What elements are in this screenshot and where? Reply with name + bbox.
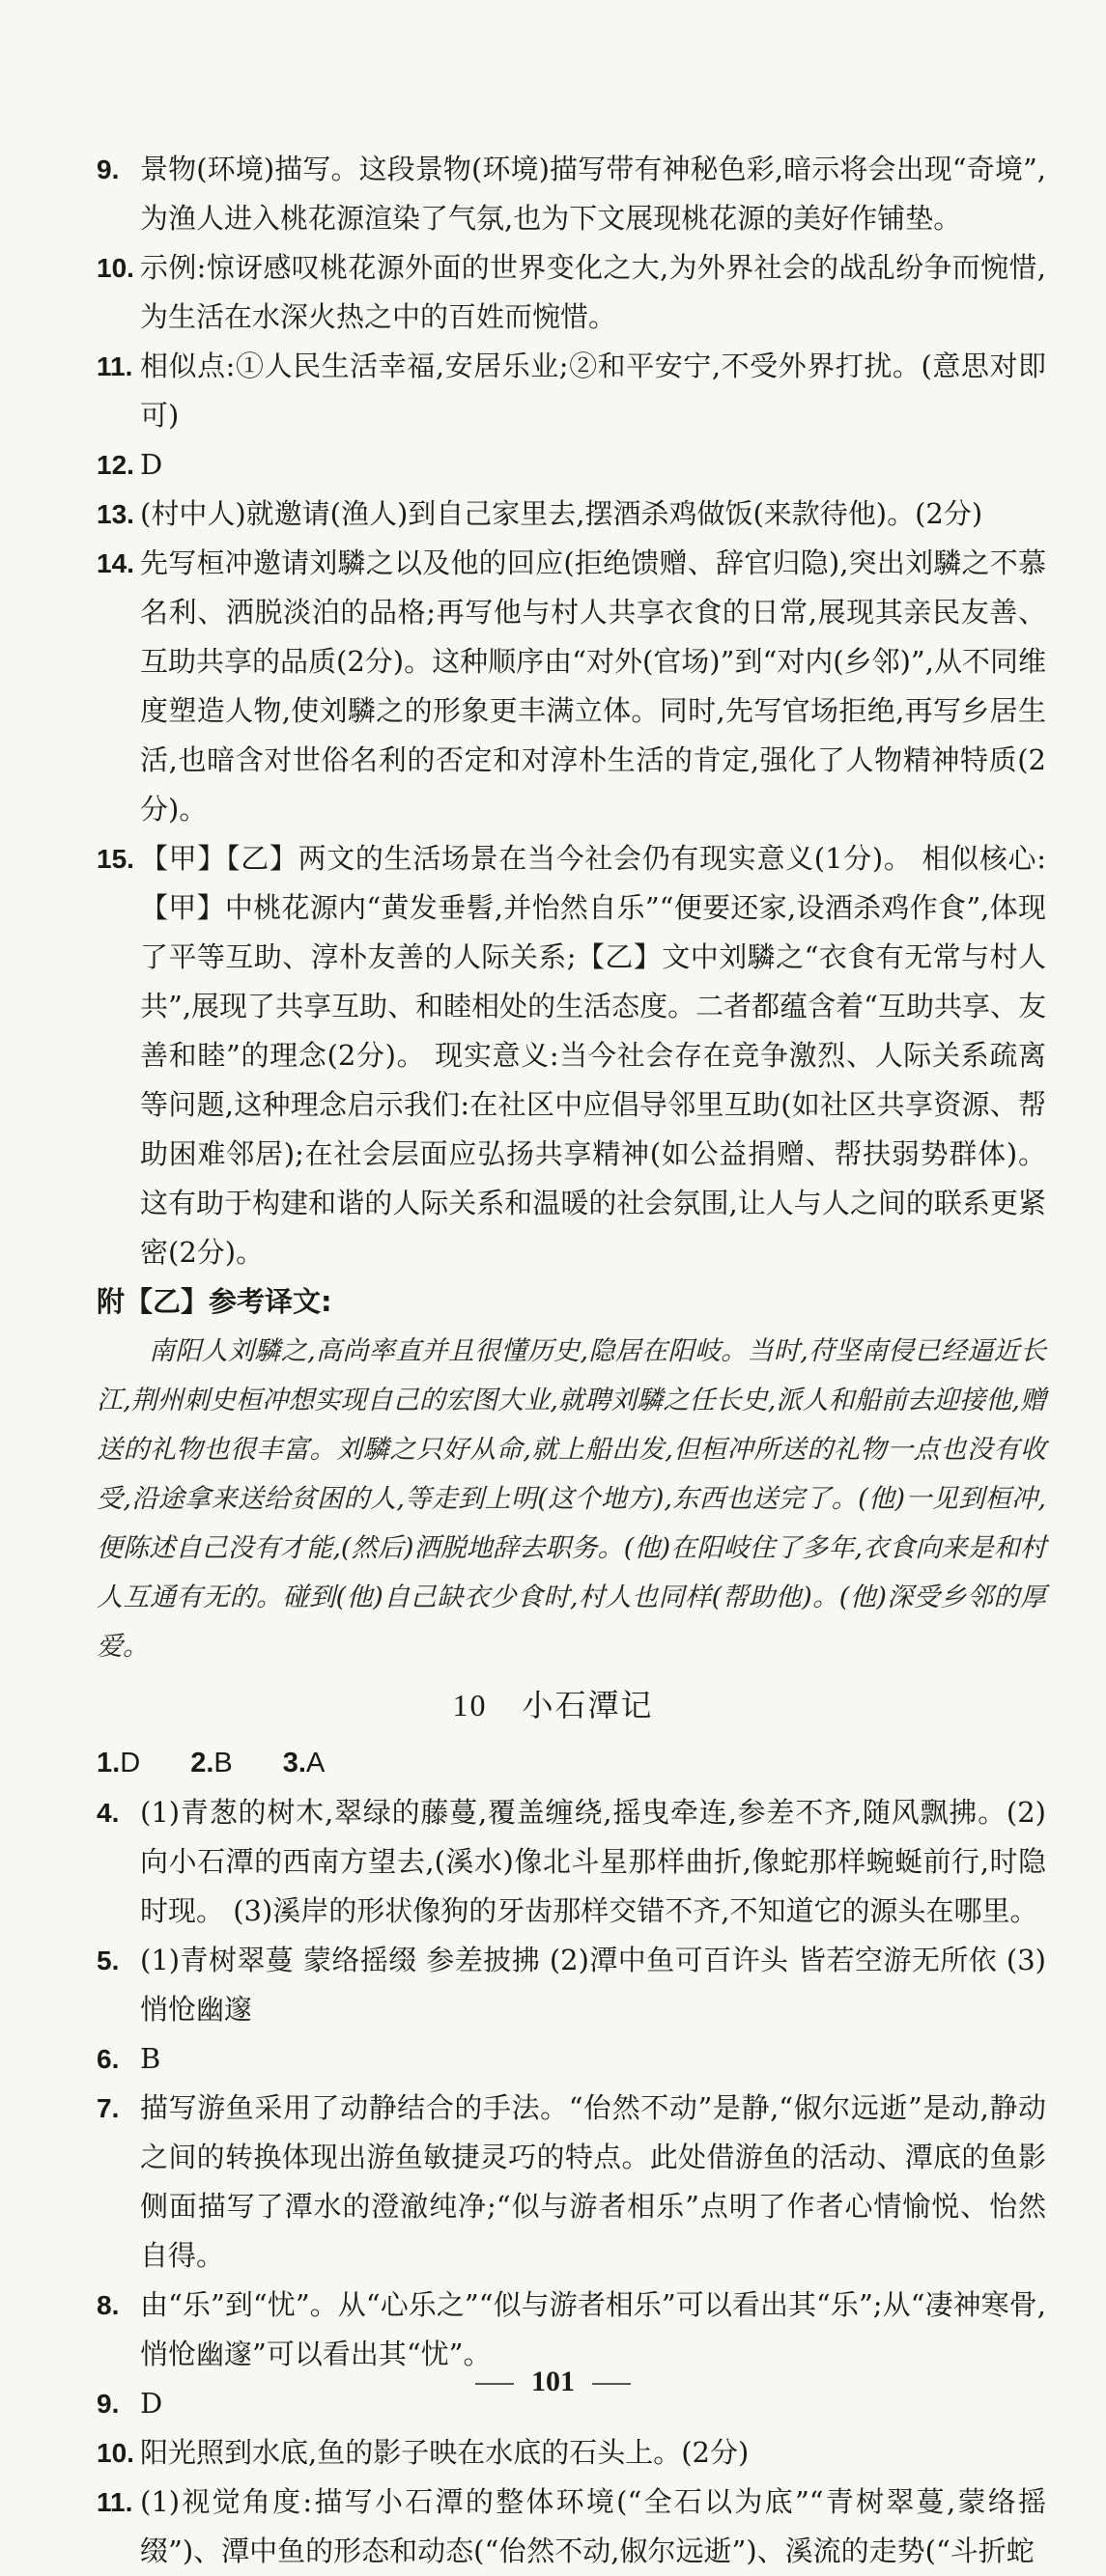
answer-item bbox=[0, 2428, 1106, 2478]
question-number: 10. bbox=[97, 253, 134, 283]
answer-text: B bbox=[140, 2042, 161, 2075]
answer-text: (村中人)就邀请(渔人)到自己家里去,摆酒杀鸡做饭(来款待他)。(2分) bbox=[140, 497, 983, 530]
answer-text: (1)青葱的树木,翠绿的藤蔓,覆盖缠绕,摇曳牵连,参差不齐,随风飘拂。(2)向小石潭的西南方望去,(溪水)像北斗星那样曲折,像蛇那样蜿蜒前行,时隐时现。 (3)溪岸的形状像狗的牙齿那样交错不齐,不知道它的源头在哪里。 bbox=[140, 1796, 1046, 1927]
question-number: 15. bbox=[97, 844, 134, 874]
question-number: 5. bbox=[97, 1946, 120, 1975]
question-number: 11. bbox=[97, 351, 133, 381]
answer-text: D bbox=[140, 2387, 163, 2420]
multiple-choice-answers bbox=[0, 1739, 1106, 1788]
page-number: 101 bbox=[0, 2366, 1106, 2398]
question-number: 4. bbox=[97, 1798, 120, 1828]
answer-item bbox=[0, 342, 1106, 440]
dash-right bbox=[592, 2383, 631, 2385]
answer-text: 阳光照到水底,鱼的影子映在水底的石头上。(2分) bbox=[140, 2436, 750, 2469]
answer-item bbox=[0, 2034, 1106, 2084]
answer-text: 景物(环境)描写。这段景物(环境)描写带有神秘色彩,暗示将会出现“奇境”,为渔人进入桃花源渲染了气氛,也为下文展现桃花源的美好作铺垫。 bbox=[140, 153, 1046, 235]
appendix-translation: 南阳人刘驎之,高尚率直并且很懂历史,隐居在阳岐。当时,苻坚南侵已经逼近长江,荆州刺史桓冲想实现自己的宏图大业,就聘刘驎之任长史,派人和船前去迎接他,赠送的礼物也很丰富。刘驎之只好从命,就上船出发,但桓冲所送的礼物一点也没有收受,沿途拿来送给贫困的人,等走到上明(这个地方),东西也送完了。(他)一见到桓冲,便陈述自己没有才能,(然后)洒脱地辞去职务。(他)在阳岐住了多年,衣食向来是和村人互通有无的。碰到(他)自己缺衣少食时,村人也同样(帮助他)。(他)深受乡邻的厚爱。 bbox=[97, 1336, 1046, 1662]
answer-text: 描写游鱼采用了动静结合的手法。“佁然不动”是静,“俶尔远逝”是动,静动之间的转换体现出游鱼敏捷灵巧的特点。此处借游鱼的活动、潭底的鱼影侧面描写了潭水的澄澈纯净;“似与游者相乐”点明了作者心情愉悦、怡然自得。 bbox=[140, 2091, 1046, 2272]
question-number: 11. bbox=[97, 2487, 133, 2517]
answer-text: 【甲】【乙】两文的生活场景在当今社会仍有现实意义(1分)。 相似核心:【甲】中桃花源内“黄发垂髫,并怡然自乐”“便要还家,设酒杀鸡作食”,体现了平等互助、淳朴友善的人际关系;【乙】文中刘驎之“衣食有无常与村人共”,展现了共享互助、和睦相处的生活态度。二者都蕴含着“互助共享、友善和睦”的理念(2分)。 现实意义:当今社会存在竞争激烈、人际关系疏离等问题,这种理念启示我们:在社区中应倡导邻里互助(如社区共享资源、帮助困难邻居);在社会层面应弘扬共享精神(如公益捐赠、帮扶弱势群体)。这有助于构建和谐的人际关系和温暖的社会氛围,让人与人之间的联系更紧密(2分)。 bbox=[140, 842, 1046, 1269]
section-number: 10 bbox=[452, 1688, 488, 1722]
question-number: 13. bbox=[97, 499, 134, 529]
question-number: 8. bbox=[97, 2290, 120, 2320]
answer-item bbox=[0, 539, 1106, 834]
question-number: 10. bbox=[97, 2438, 134, 2468]
question-number: 14. bbox=[97, 548, 134, 578]
question-number: 9. bbox=[97, 2389, 120, 2419]
answer-text: D bbox=[140, 448, 163, 481]
answer-item bbox=[0, 243, 1106, 342]
question-number: 9. bbox=[97, 154, 120, 184]
section-name: 小石潭记 bbox=[522, 1687, 654, 1723]
answer-item bbox=[0, 490, 1106, 539]
answer-text: 由“乐”到“忧”。从“心乐之”“似与游者相乐”可以看出其“乐”;从“凄神寒骨,悄怆幽邃”可以看出其“忧”。 bbox=[140, 2288, 1046, 2370]
answer-content bbox=[0, 145, 1106, 2576]
answer-item bbox=[0, 2281, 1106, 2379]
question-number: 7. bbox=[97, 2093, 120, 2123]
answer-item bbox=[0, 1788, 1106, 1936]
answer-item bbox=[0, 1936, 1106, 2034]
question-number: 12. bbox=[97, 450, 134, 480]
dash-left bbox=[475, 2383, 514, 2385]
answer-text: (1)视觉角度:描写小石潭的整体环境(“全石以为底”“青树翠蔓,蒙络摇缀”)、潭中鱼的形态和动态(“佁然不动,俶尔远逝”)、溪流的走势(“斗折蛇 bbox=[140, 2485, 1046, 2567]
mc-answer: 3.A bbox=[282, 1748, 326, 1778]
answer-item bbox=[0, 2478, 1106, 2576]
appendix-title: 附【乙】参考译文: bbox=[97, 1285, 332, 1318]
answer-item bbox=[0, 2084, 1106, 2281]
mc-answer: 1.D bbox=[97, 1748, 141, 1778]
answer-text: (1)青树翠蔓 蒙络摇缀 参差披拂 (2)潭中鱼可百许头 皆若空游无所依 (3)悄怆幽邃 bbox=[140, 1944, 1046, 2026]
section-title bbox=[0, 1671, 1106, 1739]
question-number: 6. bbox=[97, 2044, 120, 2074]
mc-answer: 2.B bbox=[190, 1748, 233, 1778]
answer-item bbox=[0, 440, 1106, 490]
answer-text: 相似点:①人民生活幸福,安居乐业;②和平安宁,不受外界打扰。(意思对即可) bbox=[140, 350, 1046, 432]
answer-item bbox=[0, 145, 1106, 243]
answer-text: 先写桓冲邀请刘驎之以及他的回应(拒绝馈赠、辞官归隐),突出刘驎之不慕名利、洒脱淡泊的品格;再写他与村人共享衣食的日常,展现其亲民友善、互助共享的品质(2分)。这种顺序由“对外(官场)”到“对内(乡邻)”,从不同维度塑造人物,使刘驎之的形象更丰满立体。同时,先写官场拒绝,再写乡居生活,也暗含对世俗名利的否定和对淳朴生活的肯定,强化了人物精神特质(2分)。 bbox=[140, 546, 1046, 826]
answer-text: 示例:惊讶感叹桃花源外面的世界变化之大,为外界社会的战乱纷争而惋惜,为生活在水深火热之中的百姓而惋惜。 bbox=[140, 251, 1046, 333]
answer-item bbox=[0, 834, 1106, 1277]
